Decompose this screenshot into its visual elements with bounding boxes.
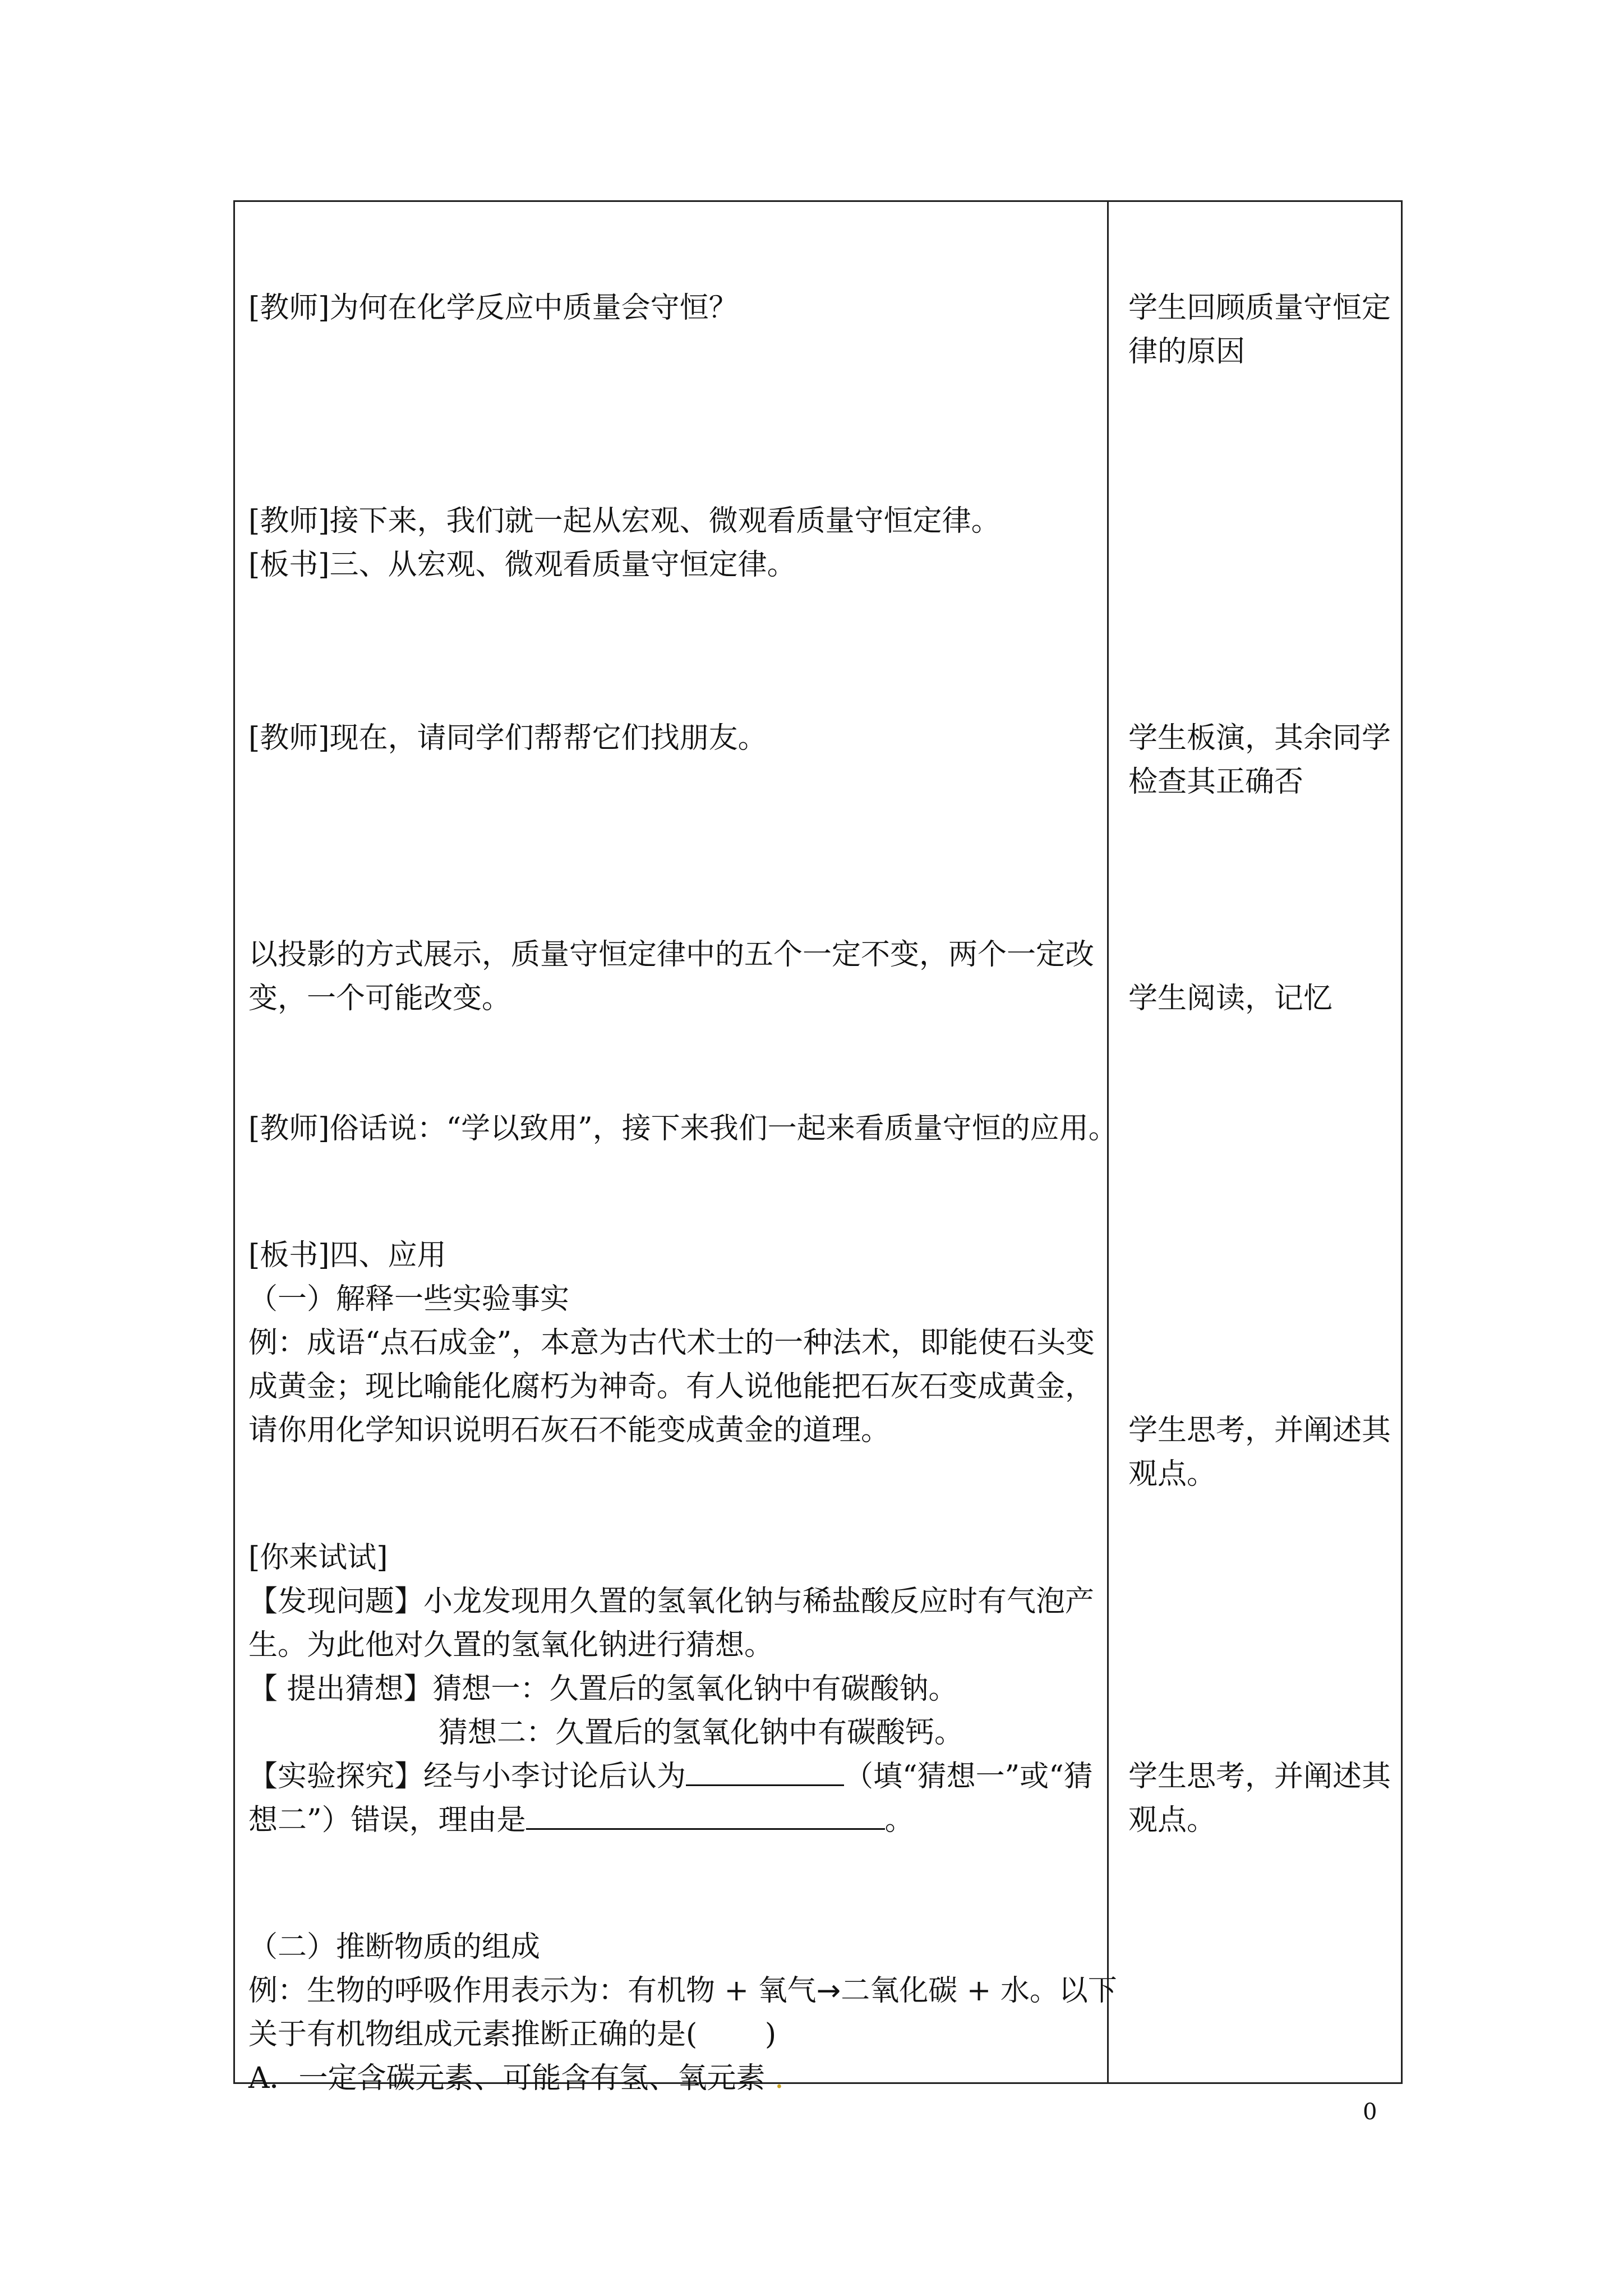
experiment-text-4: 。 (884, 1803, 914, 1837)
problem-line-2: 生。为此他对久置的氢氧化钠进行猜想。 (248, 1628, 774, 1662)
teacher-question: [教师]为何在化学反应中质量会守恒？ (248, 291, 738, 325)
page-number: 0 (1363, 2099, 1377, 2125)
example-2-line-2: 关于有机物组成元素推断正确的是( ) (248, 2018, 777, 2051)
board-heading-4: [板书]四、应用 (248, 1239, 446, 1272)
problem-line-1: 【发现问题】小龙发现用久置的氢氧化钠与稀盐酸反应时有气泡产 (248, 1585, 1095, 1618)
experiment-line-1 (248, 1755, 1105, 1798)
example-2-text-2: 二氧化碳 + 水。以下 (841, 1974, 1117, 2008)
example-1-line-2: 成黄金；现比喻能化腐朽为神奇。有人说他能把石灰石变成黄金， (248, 1370, 1095, 1404)
projection-line-1: 以投影的方式展示，质量守恒定律中的五个一定不变，两个一定改 (248, 938, 1095, 972)
student-activity-5a: 学生思考，并阐述其 (1128, 1760, 1391, 1793)
hypothesis-1: 【 提出猜想】猜想一：久置后的氢氧化钠中有碳酸钠。 (248, 1672, 958, 1706)
experiment-text-3: 想二”）错误，理由是 (248, 1803, 526, 1837)
example-1-line-1: 例：成语“点石成金”，本意为古代术士的一种法术，即能使石头变 (248, 1326, 1095, 1360)
teacher-intro: [教师]接下来，我们就一起从宏观、微观看质量守恒定律。 (248, 504, 1000, 538)
student-activity-3: 学生阅读，记忆 (1128, 982, 1333, 1015)
option-a-mark: . (774, 2062, 784, 2095)
projection-line-2: 变，一个可能改变。 (248, 982, 511, 1015)
answer-blank-2 (526, 1800, 885, 1830)
experiment-line-2 (248, 1798, 914, 1842)
answer-blank-1 (686, 1756, 844, 1786)
board-heading-3: [板书]三、从宏观、微观看质量守恒定律。 (248, 548, 796, 582)
student-activity-2a: 学生板演，其余同学 (1128, 721, 1391, 755)
option-a-text: A．一定含碳元素、可能含有氢、氧元素 (248, 2062, 766, 2095)
student-activity-2b: 检查其正确否 (1128, 765, 1304, 799)
student-activity-4a: 学生思考，并阐述其 (1128, 1414, 1391, 1447)
section-1-heading: （一）解释一些实验事实 (248, 1282, 570, 1316)
experiment-text-2: （填“猜想一”或“猜 (844, 1760, 1093, 1793)
student-activity-4b: 观点。 (1128, 1457, 1216, 1491)
teacher-application: [教师]俗话说：“学以致用”，接下来我们一起来看质量守恒的应用。 (248, 1112, 1118, 1145)
hypothesis-2: 猜想二：久置后的氢氧化钠中有碳酸钙。 (439, 1716, 964, 1750)
experiment-text-1: 【实验探究】经与小李讨论后认为 (248, 1760, 686, 1793)
option-a (248, 2056, 784, 2100)
section-2-heading: （二）推断物质的组成 (248, 1930, 541, 1964)
example-2-text-1: 例：生物的呼吸作用表示为：有机物 + 氧气 (248, 1974, 817, 2008)
example-2-line-1 (248, 1969, 1117, 2013)
student-activity-5b: 观点。 (1128, 1803, 1216, 1837)
student-activity-1a: 学生回顾质量守恒定 (1128, 291, 1391, 325)
reaction-arrow-icon: → (816, 1974, 841, 2008)
try-it-heading: [你来试试] (248, 1541, 388, 1575)
teacher-prompt: [教师]现在，请同学们帮帮它们找朋友。 (248, 721, 767, 755)
student-activity-1b: 律的原因 (1128, 335, 1246, 369)
example-1-line-3: 请你用化学知识说明石灰石不能变成黄金的道理。 (248, 1414, 891, 1447)
